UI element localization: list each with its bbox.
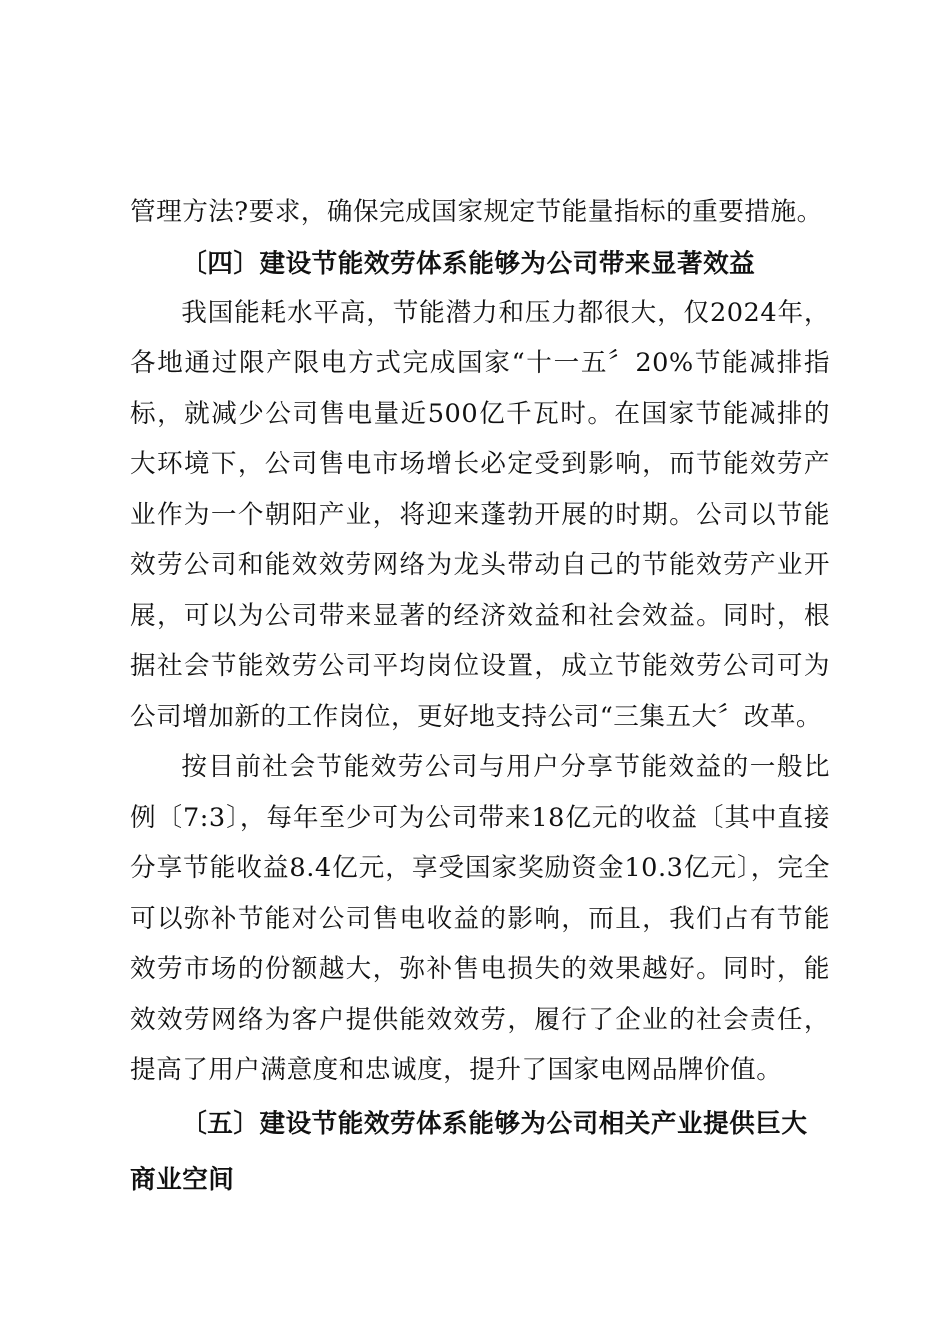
document-page — [130, 187, 830, 1208]
section-heading-4: 〔四〕建设节能效劳体系能够为公司带来显著效益 — [181, 248, 756, 279]
body-paragraph-2: 按目前社会节能效劳公司与用户分享节能效益的一般比例〔7:3〕，每年至少可为公司带来18亿元的收益〔其中直接分享节能收益8.4亿元，享受国家奖励资金10.3亿元〕，完全可以弥补节能对公司售电收益的影响，而且，我们占有节能效劳市场的份额越大，弥补售电损失的效果越好。同时，能效效劳网络为客户提供能效效劳，履行了企业的社会责任，提高了用户满意度和忠诚度，提升了国家电网品牌价值。 — [130, 752, 830, 1085]
section-heading-5: 〔五〕建设节能效劳体系能够为公司相关产业提供巨大商业空间 — [130, 1108, 808, 1195]
body-paragraph-1: 我国能耗水平高，节能潜力和压力都很大，仅2024年，各地通过限产限电方式完成国家“十一五〞20%节能减排指标，就减少公司售电量近500亿千瓦时。在国家节能减排的大环境下，公司售电市场增长必定受到影响，而节能效劳产业作为一个朝阳产业，将迎来蓬勃开展的时期。公司以节能效劳公司和能效效劳网络为龙头带动自己的节能效劳产业开展，可以为公司带来显著的经济效益和社会效益。同时，根据社会节能效劳公司平均岗位设置，成立节能效劳公司可为公司增加新的工作岗位，更好地支持公司“三集五大〞改革。 — [130, 297, 830, 732]
continuation-paragraph: 管理方法?要求，确保完成国家规定节能量指标的重要措施。 — [130, 197, 823, 227]
